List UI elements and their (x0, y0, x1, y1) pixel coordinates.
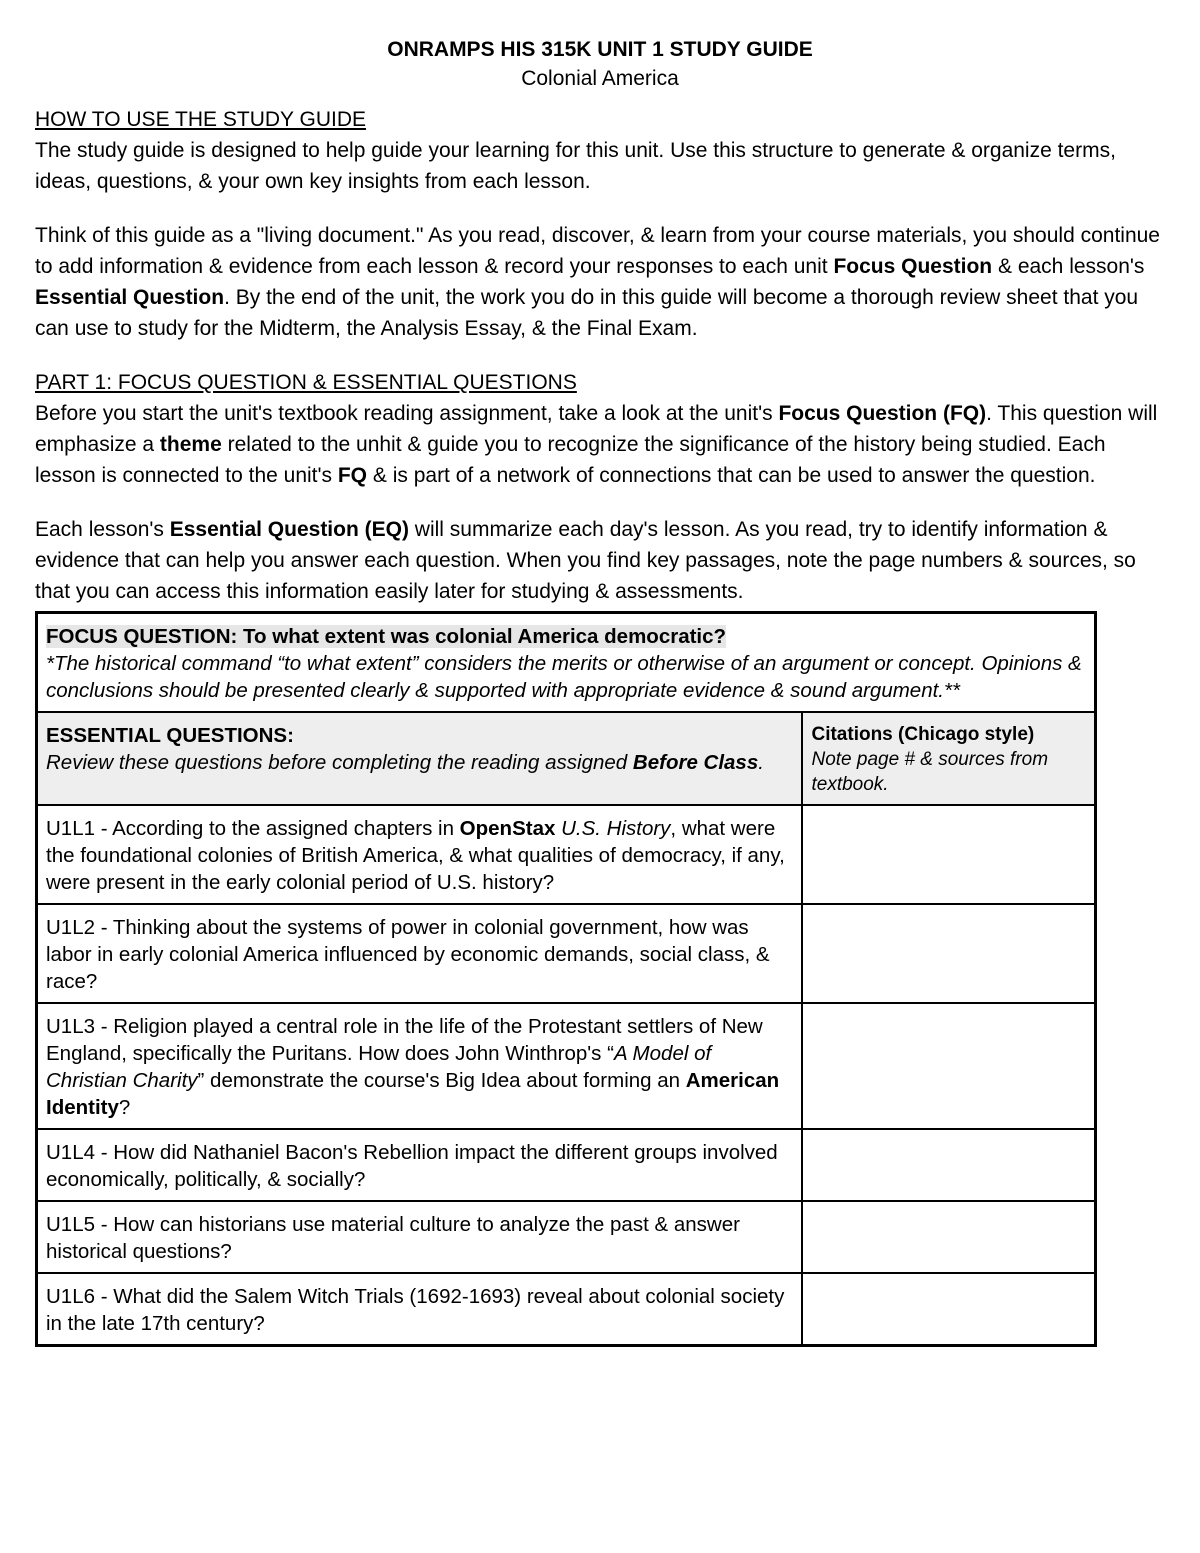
eq-term: Essential Question (EQ) (169, 518, 409, 541)
how-to-p2-text-a: Think of this guide as a "living document." As you read, discover, & learn from your course materials, you should continue to add information & evidence from each lesson & record your responses to each unit (35, 224, 1160, 278)
openstax-term: OpenStax (459, 817, 556, 840)
citation-input-u1l1[interactable] (802, 805, 1095, 904)
q1-text-a: U1L1 - According to the assigned chapters in (46, 817, 460, 840)
citations-note: Note page # & sources from textbook. (811, 749, 1049, 795)
table-row (37, 1129, 1096, 1201)
citation-input-u1l2[interactable] (802, 904, 1095, 1003)
focus-question-term: Focus Question (833, 255, 993, 278)
table-row (37, 1201, 1096, 1273)
citation-input-u1l3[interactable] (802, 1003, 1095, 1129)
table-row (37, 805, 1096, 904)
q3-text-a: U1L3 - Religion played a central role in the life of the Protestant settlers of New England, specifically the Puritans. How does John Winthrop's “ (46, 1015, 763, 1065)
citation-input-u1l6[interactable] (802, 1273, 1095, 1346)
how-to-paragraph-2 (35, 220, 1165, 344)
how-to-paragraph-1: The study guide is designed to help guide your learning for this unit. Use this structure to generate & organize terms, ideas, questions, & your own key insights from each lesson. (35, 139, 1116, 193)
q3-text-c: ” demonstrate the course's Big Idea about forming an (197, 1069, 686, 1092)
theme-term: theme (159, 433, 222, 456)
how-to-heading: HOW TO USE THE STUDY GUIDE (35, 108, 366, 131)
essential-questions-note (46, 751, 764, 774)
part1-p1-text-c: . This question will emphasize a (35, 402, 1158, 456)
eq-note-text-c: . (758, 751, 764, 774)
part1-p1-text-e: related to the unhit & guide you to recognize the significance of the history being studied. Each lesson is connected to the unit's (35, 433, 1106, 487)
citation-input-u1l5[interactable] (802, 1201, 1095, 1273)
how-to-p2-text-e: . By the end of the unit, the work you do in this guide will become a thorough review sheet that you can use to study for the Midterm, the Analysis Essay, & the Final Exam. (35, 286, 1139, 340)
before-class-term: Before Class (632, 751, 759, 774)
study-guide-table (35, 611, 1097, 1347)
essential-questions-header-row (37, 712, 1096, 805)
q1-text-d: , what were the foundational colonies of British America, & what qualities of democracy, if any, were present in the early colonial period of U.S. history? (46, 817, 785, 894)
table-row (37, 904, 1096, 1003)
citations-title: Citations (Chicago style) (811, 724, 1035, 745)
american-identity-term: American Identity (46, 1069, 780, 1119)
question-u1l6: U1L6 - What did the Salem Witch Trials (1692-1693) reveal about colonial society in the late 17th century? (37, 1273, 803, 1346)
part1-p2-text-a: Each lesson's (35, 518, 170, 541)
part1-p1-text-g: & is part of a network of connections that can be used to answer the question. (367, 464, 1096, 487)
part1-p1-text-a: Before you start the unit's textbook reading assignment, take a look at the unit's (35, 402, 779, 425)
part1-paragraph-2 (35, 514, 1165, 607)
essential-questions-header (37, 712, 803, 805)
table-row (37, 1003, 1096, 1129)
citations-header (802, 712, 1095, 805)
q3-text-e: ? (118, 1096, 131, 1119)
question-u1l3 (37, 1003, 803, 1129)
document-subtitle: Colonial America (521, 67, 679, 90)
focus-question-cell (37, 613, 1096, 713)
how-to-p2-text-c: & each lesson's (992, 255, 1145, 278)
focus-question-note: *The historical command “to what extent” considers the merits or otherwise of an argument or concept. Opinions & conclusions should be presented clearly & supported with appropriate evidence & sound argument.** (46, 652, 1082, 702)
question-u1l2: U1L2 - Thinking about the systems of power in colonial government, how was labor in early colonial America influenced by economic demands, social class, & race? (37, 904, 803, 1003)
part1-p2-text-c: will summarize each day's lesson. As you read, try to identify information & evidence that can help you answer each question. When you find key passages, note the page numbers & sources, so that you can access this information easily later for studying & assessments. (35, 518, 1136, 603)
part1-heading: PART 1: FOCUS QUESTION & ESSENTIAL QUESTIONS (35, 371, 577, 394)
eq-note-text-a: Review these questions before completing the reading assigned (46, 751, 633, 774)
document-title: ONRAMPS HIS 315K UNIT 1 STUDY GUIDE (387, 38, 813, 61)
document-page (35, 36, 1165, 1347)
essential-questions-title: ESSENTIAL QUESTIONS: (46, 724, 294, 747)
fq-term: Focus Question (FQ) (778, 402, 987, 425)
table-row (37, 1273, 1096, 1346)
fq-abbrev-term: FQ (337, 464, 368, 487)
question-u1l5: U1L5 - How can historians use material culture to analyze the past & answer historical questions? (37, 1201, 803, 1273)
model-of-christian-charity-title: A Model of Christian Charity (46, 1042, 712, 1092)
citation-input-u1l4[interactable] (802, 1129, 1095, 1201)
essential-question-term: Essential Question (35, 286, 225, 309)
us-history-title: U.S. History (555, 817, 671, 840)
focus-question-title: FOCUS QUESTION: To what extent was colonial America democratic? (46, 625, 727, 648)
part1-paragraph-1 (35, 398, 1165, 491)
question-u1l4: U1L4 - How did Nathaniel Bacon's Rebellion impact the different groups involved economically, politically, & socially? (37, 1129, 803, 1201)
question-u1l1 (37, 805, 803, 904)
focus-question-row (37, 613, 1096, 713)
